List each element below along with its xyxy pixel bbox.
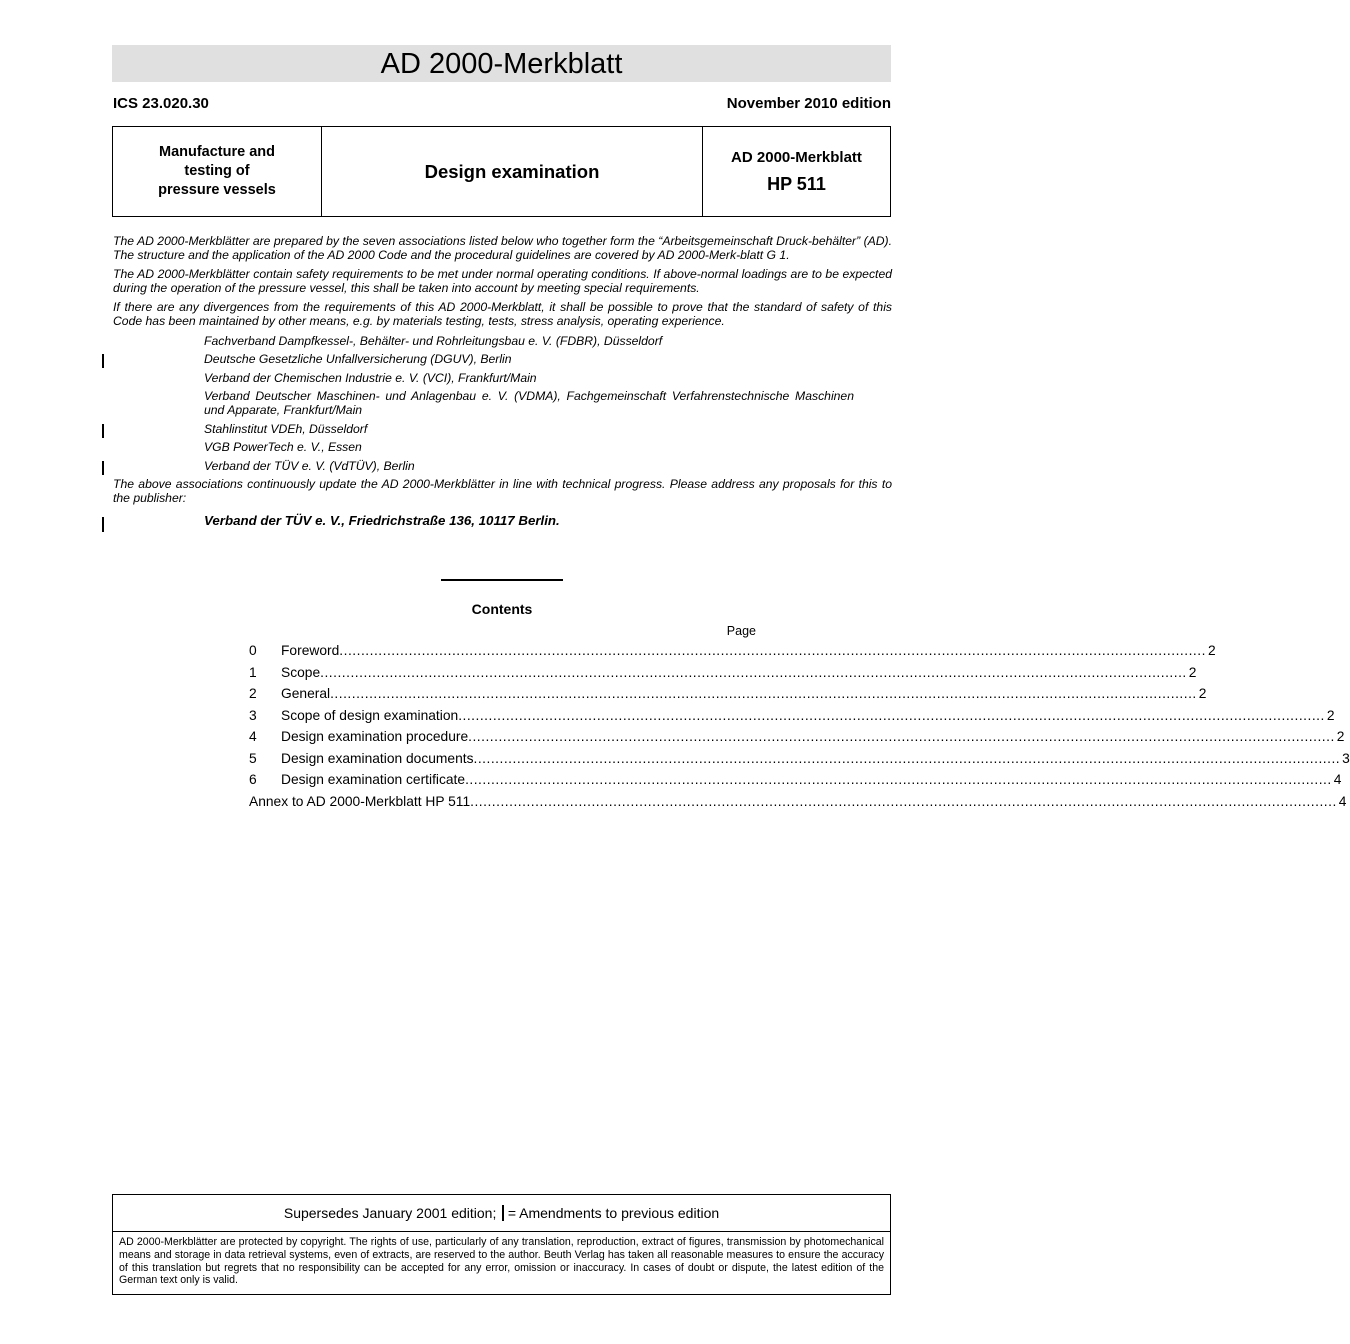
toc-number: 3 <box>249 707 257 723</box>
header-category-line: testing of <box>184 163 250 179</box>
toc-entry[interactable] <box>249 686 1207 708</box>
toc-entry[interactable] <box>249 729 1345 751</box>
toc-title: Scope of design examination <box>281 707 459 723</box>
header-table <box>112 126 891 217</box>
toc-annex-entry[interactable] <box>249 793 1347 816</box>
toc-number: 5 <box>249 750 257 766</box>
supersedes-text: Supersedes January 2001 edition; <box>283 1205 497 1221</box>
toc-title: Annex to AD 2000-Merkblatt HP 511 <box>249 793 471 809</box>
edition-date: November 2010 edition <box>726 95 891 112</box>
toc-entry[interactable] <box>249 772 1342 794</box>
amendment-bar <box>102 461 104 475</box>
toc-number: 6 <box>249 772 257 787</box>
intro-paragraph: The AD 2000-Merkblätter are prepared by the seven associations listed below who together form the “Arbeitsgemeinschaft Druck-behälter” (AD). The structure and the application of the AD 2000 Code and the procedural guidelines are covered by AD 2000-Merk-blatt G 1. <box>113 234 892 262</box>
toc-title: Foreword <box>281 643 340 658</box>
toc-entry[interactable] <box>249 664 1197 687</box>
association-item: VGB PowerTech e. V., Essen <box>204 440 362 455</box>
intro-paragraph: The AD 2000-Merkblätter contain safety requirements to be met under normal operating conditions. If above-normal loadings are to be expected during the operation of the pressure vessel, this shall be taken into account by meeting special requirements. <box>113 267 892 295</box>
footer-supersedes <box>113 1195 890 1232</box>
toc-leader: ........................................................................................................................................................................................................ <box>470 793 1337 809</box>
toc-page: 2 <box>1188 664 1197 680</box>
toc-page: 4 <box>1338 793 1347 809</box>
toc-entry[interactable] <box>249 750 1350 773</box>
toc-page: 2 <box>1207 643 1216 658</box>
toc-title: Design examination certificate <box>281 772 466 787</box>
page-column-label: Page <box>726 624 756 638</box>
toc-page: 2 <box>1198 686 1207 701</box>
amendment-bar <box>102 354 104 368</box>
association-item: Verband Deutscher Maschinen- und Anlagenbau e. V. (VDMA), Fachgemeinschaft Verfahrenstechnische Maschinen und Apparate, Frankfurt/Main <box>204 389 854 417</box>
header-code-series: AD 2000-Merkblatt <box>731 148 862 166</box>
toc-leader: ........................................................................................................................................................................................................ <box>330 686 1197 701</box>
header-code <box>703 127 890 216</box>
toc-number: 1 <box>249 664 257 680</box>
toc-entry[interactable] <box>249 707 1335 730</box>
toc-page: 2 <box>1326 707 1335 723</box>
toc-number: 4 <box>249 729 257 744</box>
copyright-notice: AD 2000-Merkblätter are protected by copyright. The rights of use, particularly of any translation, reproduction, extract of figures, transmission by photomechanical means and storage in data retrieval systems, even of extracts, are reserved to the author. Beuth Verlag has taken all reasonable measures to ensure the accuracy of this translation but regrets that no responsibility can be accepted for any error, omission or inaccuracy. In cases of doubt or dispute, the latest edition of the German text only is valid. <box>119 1236 884 1287</box>
toc-page: 4 <box>1333 772 1342 787</box>
association-item: Fachverband Dampfkessel-, Behälter- und Rohrleitungsbau e. V. (FDBR), Düsseldorf <box>204 333 663 348</box>
toc-entry[interactable] <box>249 643 1216 665</box>
association-item: Verband der Chemischen Industrie e. V. (VCI), Frankfurt/Main <box>204 370 537 385</box>
header-subject: Design examination <box>322 127 703 216</box>
toc-page: 3 <box>1342 750 1350 766</box>
intro-paragraph: If there are any divergences from the requirements of this AD 2000-Merkblatt, it shall be possible to prove that the standard of safety of this Code has been maintained by other means, e.g. by materials testing, tests, stress analysis, operating experience. <box>113 300 892 328</box>
introduction <box>113 235 892 527</box>
header-category-line: pressure vessels <box>158 182 276 198</box>
divider <box>441 579 563 581</box>
header-code-number: HP 511 <box>767 173 826 194</box>
amendment-bar <box>102 517 104 532</box>
amendments-legend: = Amendments to previous edition <box>507 1205 720 1221</box>
document-title: AD 2000-Merkblatt <box>112 45 891 82</box>
toc-leader: ........................................................................................................................................................................................................ <box>320 664 1187 680</box>
association-list <box>113 335 892 474</box>
toc-title: Design examination documents <box>281 750 474 766</box>
publisher-address: Verband der TÜV e. V., Friedrichstraße 136, 10117 Berlin. <box>113 514 892 528</box>
toc-leader: ........................................................................................................................................................................................................ <box>468 729 1335 744</box>
toc-leader: ........................................................................................................................................................................................................ <box>458 707 1325 723</box>
association-item: Deutsche Gesetzliche Unfallversicherung (DGUV), Berlin <box>113 353 854 367</box>
ics-code: ICS 23.020.30 <box>113 95 209 112</box>
toc-number: 0 <box>249 643 257 658</box>
association-item: Stahlinstitut VDEh, Düsseldorf <box>113 423 854 437</box>
association-item: Verband der TÜV e. V. (VdTÜV), Berlin <box>113 460 854 474</box>
intro-paragraph: The above associations continuously update the AD 2000-Merkblätter in line with technical progress. Please address any proposals for this to the publisher: <box>113 477 892 505</box>
header-category-line: Manufacture and <box>158 144 275 160</box>
toc-title: Design examination procedure <box>281 729 469 744</box>
toc-page: 2 <box>1336 729 1345 744</box>
table-of-contents <box>249 624 1350 815</box>
contents-title: Contents <box>471 601 533 617</box>
toc-title: General <box>281 686 331 701</box>
toc-leader: ........................................................................................................................................................................................................ <box>339 643 1206 658</box>
toc-leader: ........................................................................................................................................................................................................ <box>473 750 1341 766</box>
header-category <box>113 127 322 216</box>
amendment-bar <box>102 424 104 438</box>
footer-box <box>112 1194 891 1295</box>
toc-number: 2 <box>249 686 257 701</box>
toc-title: Scope <box>281 664 321 680</box>
toc-leader: ........................................................................................................................................................................................................ <box>465 772 1332 787</box>
amendment-bar <box>502 1205 504 1221</box>
